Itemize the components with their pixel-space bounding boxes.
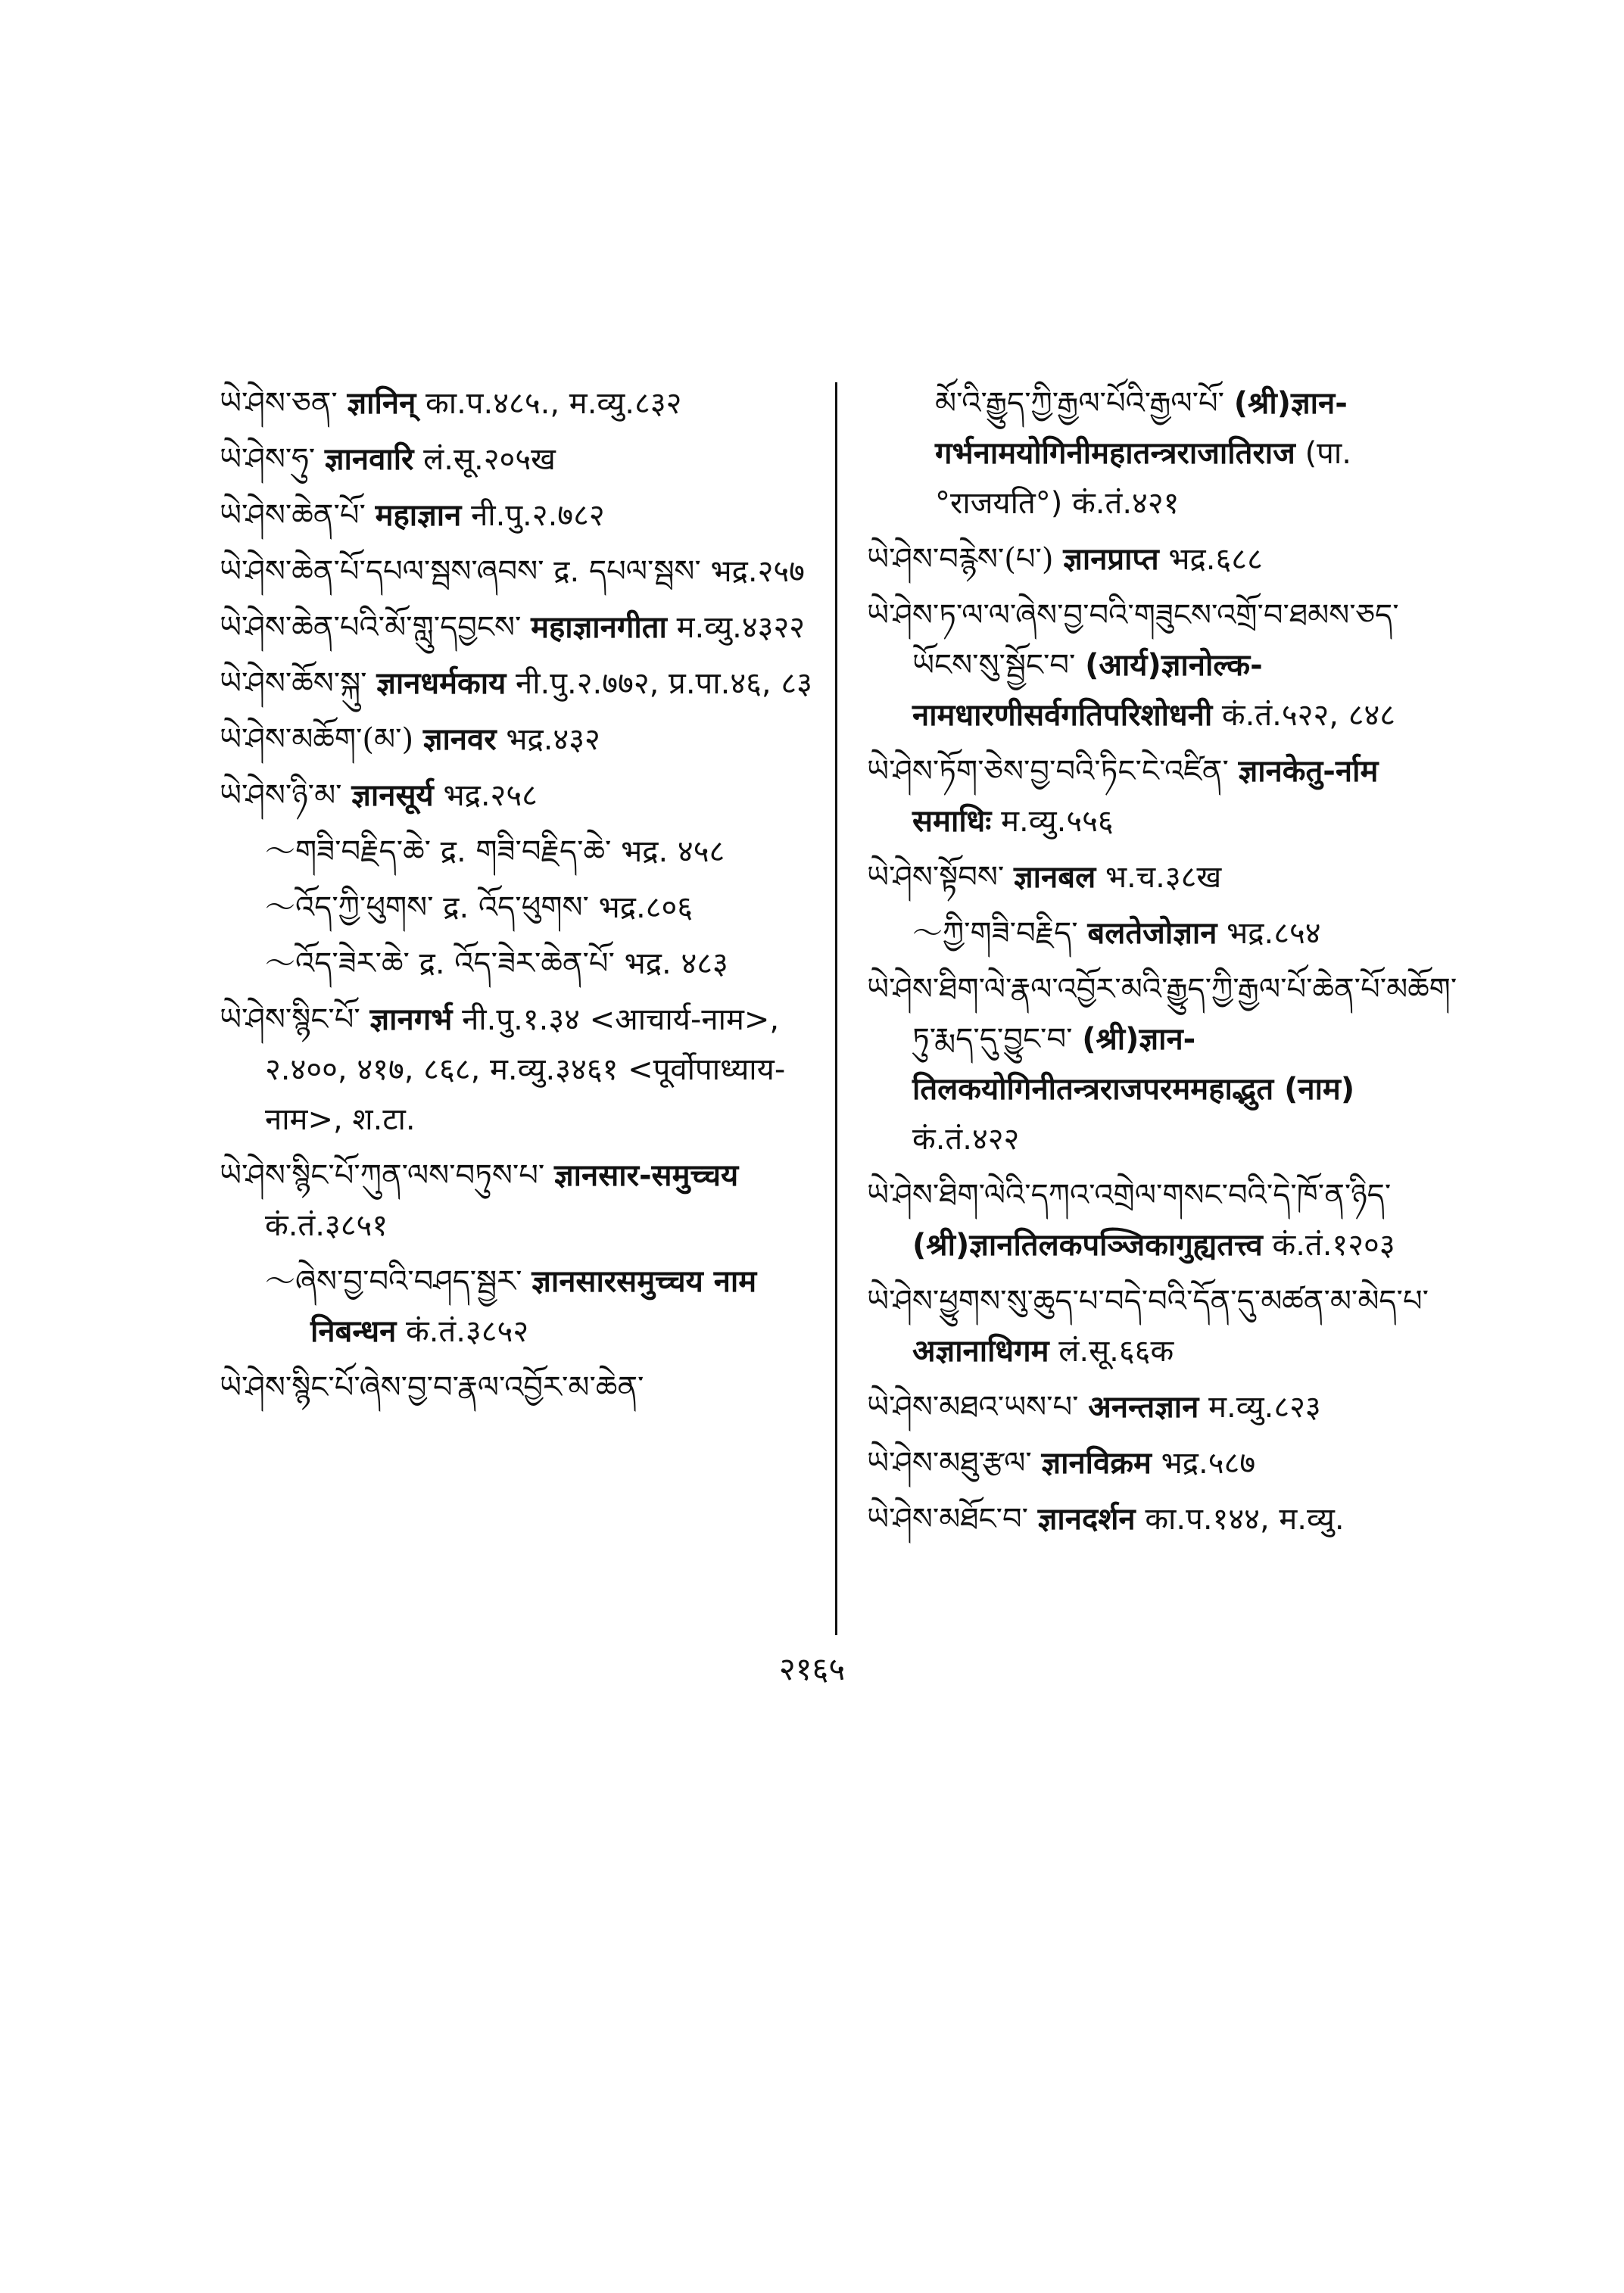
source-reference: म.व्यु.५५६ (1001, 804, 1114, 839)
dictionary-entry (220, 939, 818, 989)
tibetan-headword: ཡེ་ཤེས་སྟོབས་ (867, 860, 1005, 895)
tibetan-headword: ཡེ་ཤེས་སྙིང་པོ་ (220, 1002, 360, 1037)
dictionary-entry (867, 1382, 1465, 1432)
dictionary-entry (220, 603, 818, 653)
tibetan-headword: ཡེ་ཤེས་ཐིག་ལེ་རྣལ་འབྱོར་མའི་རྒྱུད་ཀྱི་རྒྱལ་པོ་ཆེན་པོ་མཆོག་ཏུ་རྨད་དུ་བྱུང་བ་ (867, 972, 1457, 1057)
column-divider (835, 382, 837, 1635)
tibetan-headword: ཡེ་ཤེས་ཆེན་པོ་ (220, 498, 366, 533)
tibetan-headword: ཡེ་ཤེས་སྙིང་པོ་ཞེས་བྱ་བ་རྣལ་འབྱོར་མ་ཆེན་ (220, 1370, 644, 1405)
dictionary-entry (220, 1151, 818, 1251)
source-reference: नी.पु.२.७७२, प्र.पा.४६, ८३ (516, 666, 812, 701)
sanskrit-equivalent: (श्री)ज्ञान-तिलकयोगिनीतन्त्रराजपरममहाद्भुत (नाम) (912, 1022, 1355, 1107)
sanskrit-equivalent: ज्ञानवर (422, 722, 497, 757)
source-reference: भद्र.४३२ (506, 722, 600, 757)
tibetan-headword: ཡེ་ཤེས་ཅན་ (220, 386, 338, 421)
source-reference: द्र. དཔལ་སྦས་ भद्र.२५७ (553, 554, 805, 589)
tibetan-headword: ཡེ་ཤེས་སྙིང་པོ་ཀུན་ལས་བཏུས་པ་ (220, 1158, 545, 1193)
sanskrit-equivalent: ज्ञानविक्रम (1041, 1446, 1152, 1481)
left-column (220, 379, 818, 1419)
tibetan-headword: ཡེ་ཤེས་མཐའ་ཡས་པ་ (867, 1390, 1079, 1425)
source-reference: भद्र.६८८ (1168, 542, 1263, 577)
dictionary-entry (220, 435, 818, 484)
sanskrit-equivalent: बलतेजोज्ञान (1087, 916, 1217, 951)
source-reference: भ.च.३८ख (1105, 860, 1222, 895)
tibetan-headword: ཡེ་ཤེས་བརྙེས་(པ་) (867, 542, 1054, 577)
source-reference: का.प.४८५., म.व्यु.८३२ (425, 386, 682, 421)
source-reference: का.प.१४४, म.व्यु. (1145, 1502, 1345, 1537)
dictionary-entry (220, 1257, 818, 1357)
dictionary-entry (220, 715, 818, 765)
tibetan-headword: ཡེ་ཤེས་ཐིག་ལེའི་དཀའ་འགྲེལ་གསང་བའི་དེ་ཁོ་ན་ཉིད་ (867, 1178, 1392, 1213)
source-reference: द्र. འོད་ཕུགས་ भद्र.८०६ (443, 890, 694, 925)
dictionary-entry (867, 1438, 1465, 1488)
sanskrit-equivalent: महाज्ञान (375, 498, 462, 533)
dictionary-entry (867, 379, 1465, 528)
tibetan-headword: ཡེ་ཤེས་ཉི་མ་ (220, 778, 342, 813)
page-number: २१६५ (778, 1650, 846, 1687)
source-reference: नी.पु.१.३४ <आचार्य-नाम>, २.४००, ४१७, ८६८, म.व्यु.३४६१ <पूर्वोपाध्याय-नाम>, श.टा. (265, 1002, 786, 1137)
sanskrit-equivalent: ज्ञानिन् (347, 386, 416, 421)
sanskrit-equivalent: (श्री)ज्ञान-गर्भनामयोगिनीमहातन्त्रराजातिराज (935, 386, 1348, 471)
sanskrit-equivalent: (श्री)ज्ञानतिलकपञ्जिकागुह्यतत्त्व (912, 1228, 1263, 1263)
dictionary-entry (867, 852, 1465, 902)
tibetan-headword: ཡེ་ཤེས་ཆོས་སྐུ་ (220, 666, 367, 701)
tibetan-headword: ཡེ་ཤེས་མཐུ་རྩལ་ (867, 1446, 1032, 1481)
tibetan-headword: ཡེ་ཤེས་ཆེན་པོ་དཔལ་སྦས་ཞབས་ (220, 554, 544, 589)
source-reference: लं.सू.६६क (1058, 1334, 1174, 1369)
sanskrit-equivalent: ज्ञानदर्शन (1037, 1502, 1136, 1537)
source-reference: कं.तं.५२२, ८४८ (1221, 698, 1396, 733)
sanskrit-equivalent: ज्ञानसारसमुच्चय नाम निबन्धन (310, 1264, 757, 1349)
source-reference: भद्र.८५४ (1227, 916, 1321, 951)
dictionary-entry (220, 659, 818, 709)
source-reference: म.व्यु.४३२२ (676, 610, 806, 645)
source-reference: कं.तं.३८५१ (265, 1208, 388, 1243)
dictionary-entry (220, 883, 818, 933)
tibetan-headword: ཡེ་ཤེས་ཏོག་ཅེས་བྱ་བའི་ཏིང་ངེ་འཛིན་ (867, 754, 1229, 789)
source-reference: भद्र.२५८ (443, 778, 538, 813)
sanskrit-equivalent: ज्ञानगर्भ (369, 1002, 453, 1037)
tibetan-headword: ～ཀྱི་གཟི་བརྗིད་ (912, 916, 1078, 951)
sanskrit-equivalent: ज्ञानधर्मकाय (376, 666, 507, 701)
source-reference: कं.तं.३८५२ (406, 1314, 529, 1349)
right-column (867, 379, 1465, 1550)
source-reference: म.व्यु.८२३ (1208, 1390, 1321, 1425)
dictionary-entry (220, 995, 818, 1145)
sanskrit-equivalent: (आर्य)ज्ञानोल्क-नामधारणीसर्वगतिपरिशोधनी (912, 648, 1263, 733)
sanskrit-equivalent: ज्ञानबल (1014, 860, 1096, 895)
tibetan-headword: ཡེ་ཤེས་མཐོང་བ་ (867, 1502, 1029, 1537)
sanskrit-equivalent: ज्ञानसार-समुच्चय (554, 1158, 739, 1193)
sanskrit-equivalent: ज्ञानवारि (324, 442, 414, 477)
sanskrit-equivalent: महाज्ञानगीता (531, 610, 667, 645)
tibetan-headword: ～ཞེས་བྱ་བའི་བཤད་སྦྱར་ (265, 1264, 522, 1299)
dictionary-entry (867, 1494, 1465, 1544)
tibetan-headword: ཡེ་ཤེས་མཆོག་(མ་) (220, 722, 414, 757)
dictionary-entry (867, 590, 1465, 740)
dictionary-entry (867, 964, 1465, 1164)
dictionary-entry (220, 491, 818, 541)
dictionary-entry (867, 746, 1465, 846)
tibetan-headword: ཡེ་ཤེས་ཏ་ལ་ལ་ཞེས་བྱ་བའི་གཟུངས་འགྲོ་བ་ཐམས་ཅད་ཡོངས་སུ་སྦྱོང་བ་ (867, 598, 1399, 683)
dictionary-entry (220, 547, 818, 597)
dictionary-entry (867, 1170, 1465, 1270)
source-reference: द्र. འོད་ཟེར་ཆེན་པོ་ भद्र. ४८३ (419, 946, 728, 981)
tibetan-headword: ཡེ་ཤེས་ཆེན་པའི་མོ་གླུ་དབྱངས་ (220, 610, 522, 645)
source-reference: कं.तं.१२०३ (1272, 1228, 1395, 1263)
sanskrit-equivalent: अज्ञानाधिगम (912, 1334, 1049, 1369)
dictionary-entry (220, 771, 818, 821)
dictionary-entry (867, 1276, 1465, 1376)
dictionary-entry (220, 379, 818, 428)
tibetan-headword: ～གཟི་བརྗིད་ཆེ་ (265, 834, 431, 869)
source-reference: (पा. °राजयति°) कं.तं.४२१ (935, 436, 1351, 521)
source-reference: द्र. གཟི་བརྗིད་ཆེ་ भद्र. ४५८ (440, 834, 725, 869)
tibetan-headword: ཡེ་ཤེས་ཧུ་ (220, 442, 316, 477)
source-reference: कं.तं.४२२ (912, 1122, 1020, 1157)
source-reference: लं.सू.२०५ख (423, 442, 556, 477)
sanskrit-equivalent: ज्ञानसूर्य (351, 778, 434, 813)
sanskrit-equivalent: ज्ञानप्राप्त (1063, 542, 1159, 577)
dictionary-entry (867, 534, 1465, 584)
dictionary-entry (220, 1363, 818, 1413)
sanskrit-equivalent: अनन्तज्ञान (1088, 1390, 1199, 1425)
source-reference: नी.पु.२.७८२ (471, 498, 605, 533)
tibetan-headword: ～འོད་ཀྱི་ཕུགས་ (265, 890, 434, 925)
tibetan-headword: ཡེ་ཤེས་ཕྱུགས་སུ་ཆུད་པ་བདེ་བའི་དོན་དུ་མཚན་མ་མེད་པ་ (867, 1284, 1429, 1319)
tibetan-headword: ～འོད་ཟེར་ཆེ་ (265, 946, 410, 981)
tibetan-headword: མོ་འི་རྒྱུད་ཀྱི་རྒྱལ་པོའི་རྒྱལ་པོ་ (935, 386, 1225, 421)
sanskrit-equivalent: ज्ञानकेतु-र्नाम समाधिः (912, 754, 1379, 839)
dictionary-entry (867, 908, 1465, 958)
dictionary-entry (220, 827, 818, 877)
source-reference: भद्र.५८७ (1161, 1446, 1256, 1481)
